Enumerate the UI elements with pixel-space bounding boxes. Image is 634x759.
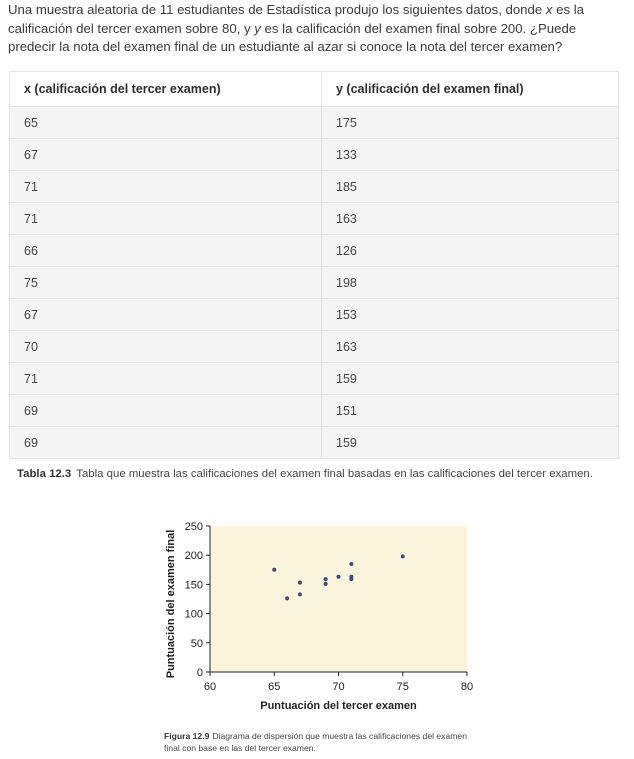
y-tick-label: 100 [184,608,203,621]
cell-y: 153 [322,299,619,331]
table-caption-text: Tabla que muestra las calificaciones del examen final basadas en las calificaciones del tercer examen. [76,468,593,480]
cell-x: 75 [10,267,322,299]
x-axis-label: Puntuación del tercer examen [260,700,417,712]
cell-x: 71 [10,363,322,395]
table-row [10,299,619,331]
header-y: y (calificación del examen final) [322,72,619,107]
cell-y: 133 [322,139,619,171]
x-variable: x [545,2,553,17]
table-row [10,395,619,427]
cell-y: 163 [322,203,619,235]
figure-caption [164,730,484,754]
cell-y: 163 [322,331,619,363]
data-point [349,577,353,581]
data-table [9,71,619,459]
table-row [10,235,619,267]
y-tick-label: 150 [184,579,203,592]
plot-area [210,526,467,672]
table-row [10,363,619,395]
data-point [349,562,353,566]
cell-y: 198 [322,267,619,299]
y-variable: y [254,20,261,36]
cell-x: 69 [10,395,322,427]
scatter-chart [160,520,474,715]
data-point [285,596,289,600]
data-point [272,568,276,572]
figure-caption-text: Diagrama de dispersión que muestra las calificaciones del examen final con base en las del tercer examen. [164,731,467,753]
cell-x: 67 [10,139,322,171]
cell-x: 69 [10,427,322,459]
cell-y: 185 [322,171,619,203]
cell-y: 159 [322,427,619,459]
y-axis-label: Puntuación del examen final [165,529,177,679]
x-tick-label: 60 [203,681,217,693]
table-row [10,267,619,299]
table-row [10,107,619,139]
cell-x: 67 [10,299,322,331]
x-tick-label: 65 [268,681,281,693]
header-x: x (calificación del tercer examen) [10,72,322,107]
data-point [298,592,302,596]
cell-x: 70 [10,331,322,363]
data-point [401,554,405,558]
cell-y: 151 [322,395,619,427]
figure-caption-label: Figura 12.9 [164,731,210,741]
cell-y: 175 [322,107,619,139]
table-header-row [10,72,619,107]
cell-x: 71 [10,171,322,203]
cell-y: 126 [322,235,619,267]
data-point [324,582,328,586]
y-tick-label: 0 [196,667,203,679]
cell-y: 159 [322,363,619,395]
data-point [298,581,302,585]
table-row [10,427,619,459]
y-tick-label: 250 [184,521,203,533]
cell-x: 65 [10,107,322,139]
intro-paragraph: Una muestra aleatoria de 11 estudiantes de Estadística produjo los siguientes datos, donde x es la calificación del tercer examen sobre 80, y y es la calificación del examen final sobre 200. ¿Puede predecir la nota del examen final de un estudiante al azar si conoce la nota del tercer examen? [8,2,584,54]
table-row [10,203,619,235]
x-tick-label: 75 [396,681,409,693]
data-point [337,575,341,579]
table-caption-label: Tabla 12.3 [17,468,72,480]
table-row [10,171,619,203]
cell-x: 71 [10,203,322,235]
cell-x: 66 [10,235,322,267]
data-point [324,577,328,581]
y-tick-label: 50 [190,637,203,650]
table-row [10,139,619,171]
y-tick-label: 200 [184,550,203,563]
table-row [10,331,619,363]
x-tick-label: 70 [332,681,345,693]
x-tick-label: 80 [460,681,474,693]
table-caption [17,468,593,480]
